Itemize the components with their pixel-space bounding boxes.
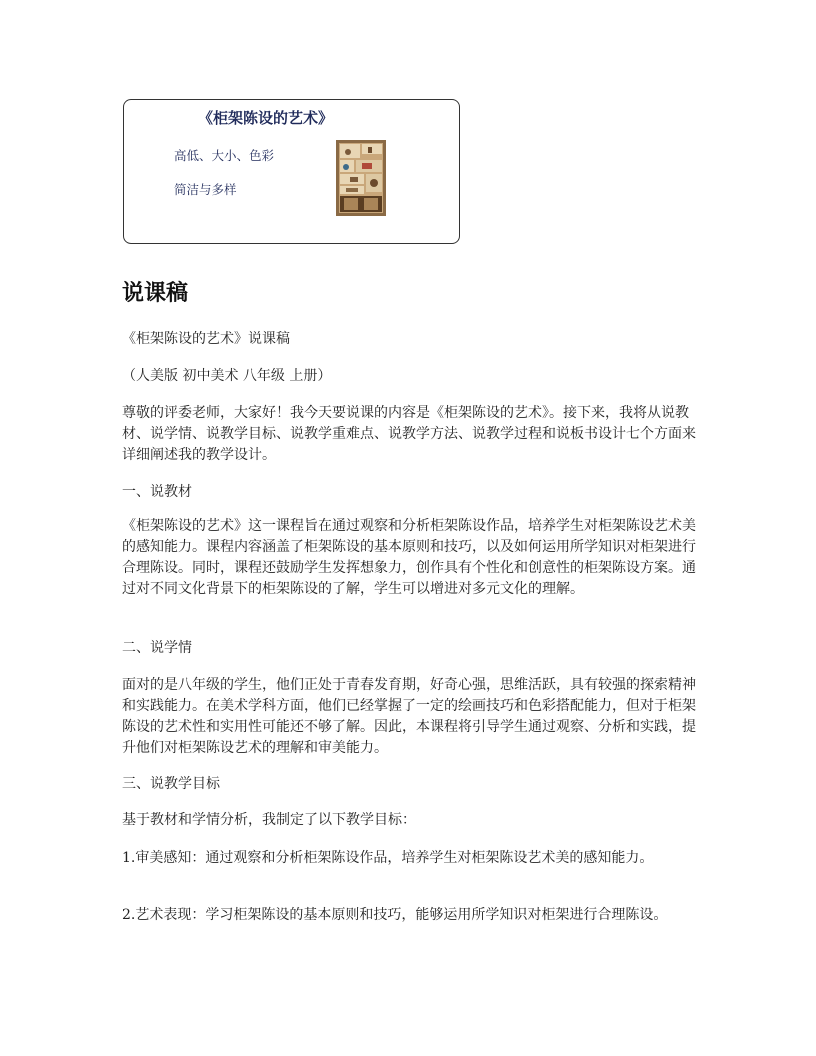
slide-line-simple-diverse: 简洁与多样: [174, 182, 237, 197]
students-paragraph: 面对的是八年级的学生，他们正处于青春发育期，好奇心强，思维活跃，具有较强的探索精神和实践能力。在美术学科方面，他们已经掌握了一定的绘画技巧和色彩搭配能力，但对于柜架陈设的艺术性和实用性可能还不够了解。因此，本课程将引导学生通过观察、分析和实践，提升他们对柜架陈设艺术的理解和审美能力。: [122, 677, 696, 756]
objectives-intro: 基于教材和学情分析，我制定了以下教学目标：: [122, 812, 416, 828]
section-heading-textbook: 一、说教材: [122, 484, 192, 500]
section-heading-objectives: 三、说教学目标: [122, 776, 220, 792]
slide-title: 《柜架陈设的艺术》: [198, 109, 334, 127]
slide-thumbnail: [123, 99, 460, 244]
section-heading-students: 二、说学情: [122, 640, 192, 656]
doc-title-line: 《柜架陈设的艺术》说课稿: [122, 331, 290, 347]
objective-item-1: 1.审美感知：通过观察和分析柜架陈设作品，培养学生对柜架陈设艺术美的感知能力。: [122, 850, 654, 866]
slide-line-height-size-color: 高低、大小、色彩: [174, 148, 275, 163]
document-heading: 说课稿: [122, 281, 189, 306]
objective-item-2: 2.艺术表现：学习柜架陈设的基本原则和技巧，能够运用所学知识对柜架进行合理陈设。: [122, 907, 668, 923]
intro-paragraph: 尊敬的评委老师，大家好！我今天要说课的内容是《柜架陈设的艺术》。接下来，我将从说教材、说学情、说教学目标、说教学重难点、说教学方法、说教学过程和说板书设计七个方面来详细阐述我的教学设计。: [122, 405, 696, 463]
textbook-paragraph: 《柜架陈设的艺术》这一课程旨在通过观察和分析柜架陈设作品，培养学生对柜架陈设艺术美的感知能力。课程内容涵盖了柜架陈设的基本原则和技巧，以及如何运用所学知识对柜架进行合理陈设。同时，课程还鼓励学生发挥想象力，创作具有个性化和创意性的柜架陈设方案。通过对不同文化背景下的柜架陈设的了解，学生可以增进对多元文化的理解。: [122, 518, 696, 597]
edition-line: （人美版 初中美术 八年级 上册）: [122, 368, 332, 384]
cabinet-shelf-image: [336, 140, 386, 216]
